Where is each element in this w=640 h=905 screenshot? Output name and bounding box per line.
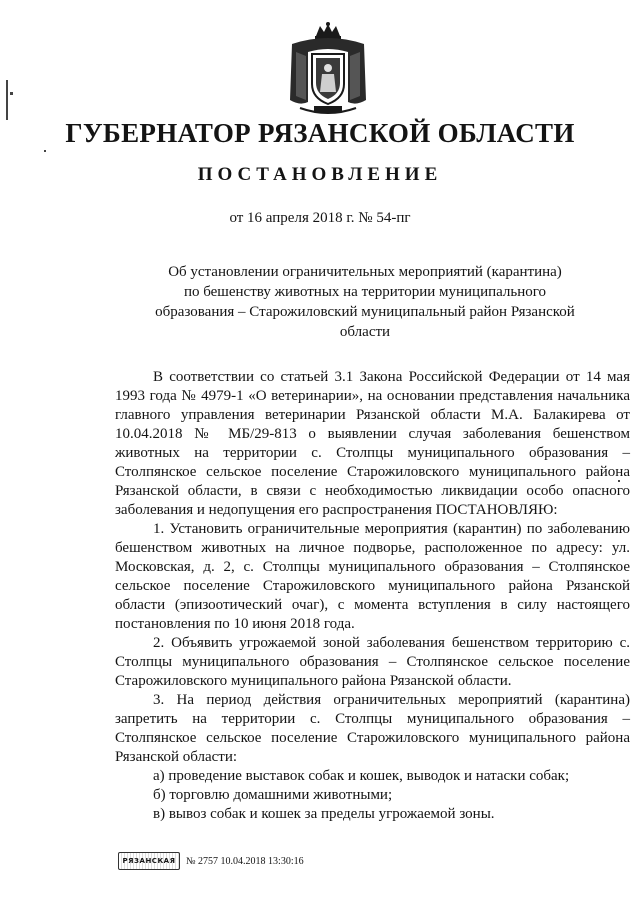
document-subject bbox=[150, 262, 580, 342]
subject-line-1: Об установлении ограничительных мероприятий (карантина) bbox=[168, 264, 562, 280]
registration-footer bbox=[118, 852, 304, 870]
scan-artifact bbox=[10, 92, 13, 95]
preamble-paragraph: В соответствии со статьей 3.1 Закона Российской Федерации от 14 мая 1993 года № 4979-1 «О ветеринарии», на основании представления начальника главного управления ветеринарии Рязанской области М.А. Балакирева от 10.04.2018 № МБ/29-813 о выявлении случая заболевания бешенством животных на территории с. Столпцы муниципального образования – Столпянское сельское поселение Старожиловского муниципального района Рязанской области, в связи с необходимостью ликвидации особо опасного заболевания и недопущения его распространения ПОСТАНОВЛЯЮ: bbox=[115, 369, 630, 518]
clause-3: 3. На период действия ограничительных мероприятий (карантина) запретить на территории с. Столпцы муниципального образования – Столпянское сельское поселение Старожиловского муниципального района Рязанской области: bbox=[115, 692, 630, 765]
clause-3c: в) вывоз собак и кошек за пределы угрожаемой зоны. bbox=[153, 806, 495, 822]
subject-line-3: образования – Старожиловский муниципальный район Рязанской области bbox=[155, 304, 575, 340]
coat-of-arms-emblem bbox=[286, 22, 370, 116]
scan-artifact bbox=[44, 150, 46, 152]
clause-1: 1. Установить ограничительные мероприятия (карантин) по заболеванию бешенством животных на личное подворье, расположенное по адресу: ул. Московская, д. 2, с. Столпцы муниципального образования – Столпянское сельское поселение Старожиловского муниципального района Рязанской области (эпизоотический очаг), с момента вступления в силу настоящего постановления по 10 июня 2018 года. bbox=[115, 521, 630, 632]
document-body bbox=[115, 368, 630, 824]
subject-line-2: по бешенству животных на территории муниципального bbox=[183, 284, 547, 300]
registry-stamp-logo: РЯЗАНСКАЯ bbox=[118, 852, 180, 870]
clause-3b: б) торговлю домашними животными; bbox=[153, 787, 393, 803]
scan-artifact bbox=[618, 480, 620, 482]
registration-number: № 2757 10.04.2018 13:30:16 bbox=[186, 855, 304, 867]
issuer-title: ГУБЕРНАТОР РЯЗАНСКОЙ ОБЛАСТИ bbox=[65, 118, 575, 148]
clause-3a: а) проведение выставок собак и кошек, выводок и натаски собак; bbox=[153, 768, 570, 784]
scan-artifact bbox=[6, 80, 8, 120]
document-date-number: от 16 апреля 2018 г. № 54-пг bbox=[229, 210, 411, 226]
document-type: ПОСТАНОВЛЕНИЕ bbox=[197, 164, 443, 185]
clause-2: 2. Объявить угрожаемой зоной заболевания бешенством территорию с. Столпцы муниципального образования – Столпянское сельское поселение Старожиловского муниципального района Рязанской области. bbox=[115, 635, 630, 689]
